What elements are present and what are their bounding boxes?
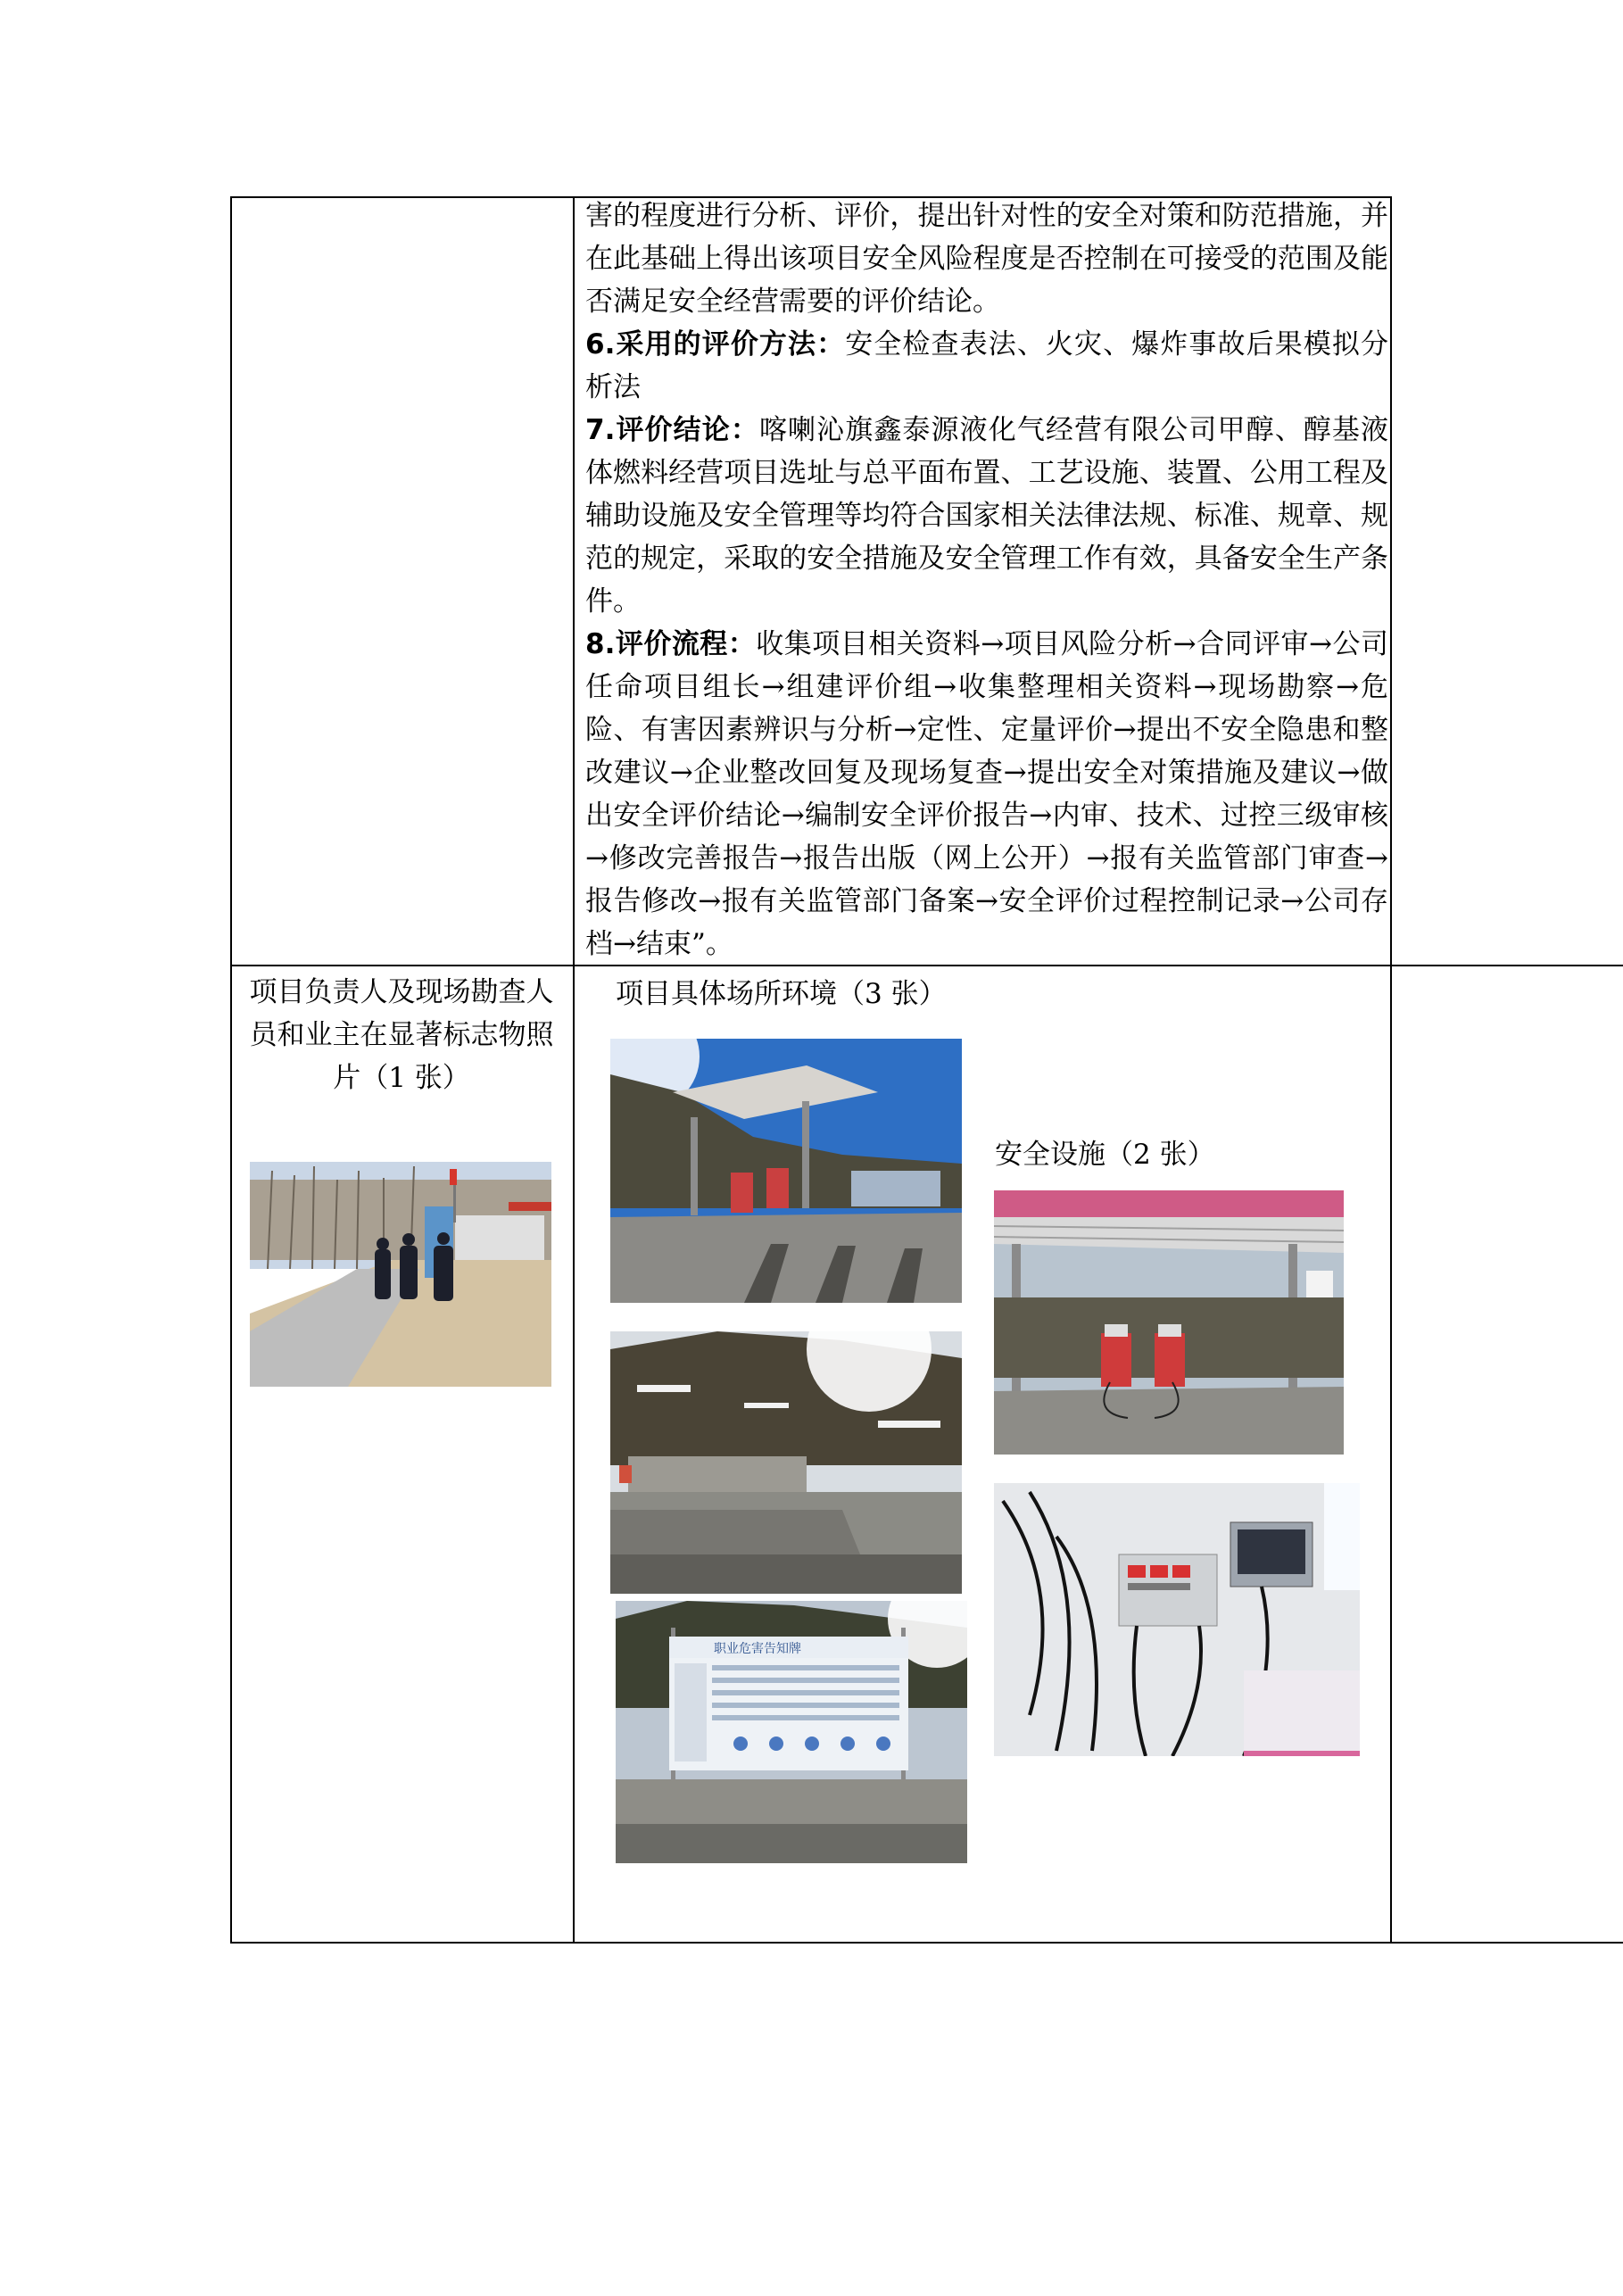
table-right-border [1390,196,1392,1944]
left-cell-label: 项目负责人及现场勘查人员和业主在显著标志物照片（1 张） [249,976,554,1094]
evaluation-method-text: 安全检查表法、火灾、爆炸事故后果模拟分析法 [585,328,1388,403]
evaluation-process-text: 收集项目相关资料→项目风险分析→合同评审→公司任命项目组长→组建评价组→收集整理相关资料→现场勘察→危险、有害因素辨识与分析→定性、定量评价→提出不安全隐患和整改建议→企业整改回复及现场复查→提出安全对策措施及建议→做出安全评价结论→编制安全评价报告→内审、技术、过控三级审核→修改完善报告→报告出版（网上公开）→报有关监管部门审查→报告修改→报有关监管部门备案→安全评价过程控制记录→公司存档→结束”。 [585,628,1388,960]
evaluation-process-paragraph [585,623,1388,966]
notice-board-title: 职业危害告知牌 [714,1642,801,1656]
evaluation-process-label: 8.评价流程： [585,628,757,660]
evaluation-method-label: 6.采用的评价方法： [585,328,846,361]
fuel-dispensers-photo [994,1190,1344,1455]
gas-alarm-photo [994,1483,1360,1756]
evaluation-conclusion-label: 7.评价结论： [585,414,759,446]
evaluation-method-paragraph [585,323,1388,409]
people-photo [250,1162,551,1387]
station-canopy-photo [610,1039,962,1303]
safety-facilities-label: 安全设施（2 张） [995,1139,1215,1171]
table-left-border [230,196,232,1944]
notice-board-photo [616,1601,967,1863]
evaluation-text-block [585,195,1388,966]
table-col-divider [573,196,575,1944]
evaluation-paragraph-1: 害的程度进行分析、评价，提出针对性的安全对策和防范措施，并在此基础上得出该项目安全风险程度是否控制在可接受的范围及能否满足安全经营需要的评价结论。 [585,200,1388,318]
environment-label: 项目具体场所环境（3 张） [616,978,947,1010]
tank-area-photo [610,1331,962,1594]
table-bottom-border [230,1942,1623,1944]
evaluation-conclusion-paragraph [585,409,1388,623]
evaluation-conclusion-text: 喀喇沁旗鑫泰源液化气经营有限公司甲醇、醇基液体燃料经营项目选址与总平面布置、工艺设施、装置、公用工程及辅助设施及安全管理等均符合国家相关法律法规、标准、规章、规范的规定，采取的安全措施及安全管理工作有效，具备安全生产条件。 [585,414,1388,618]
